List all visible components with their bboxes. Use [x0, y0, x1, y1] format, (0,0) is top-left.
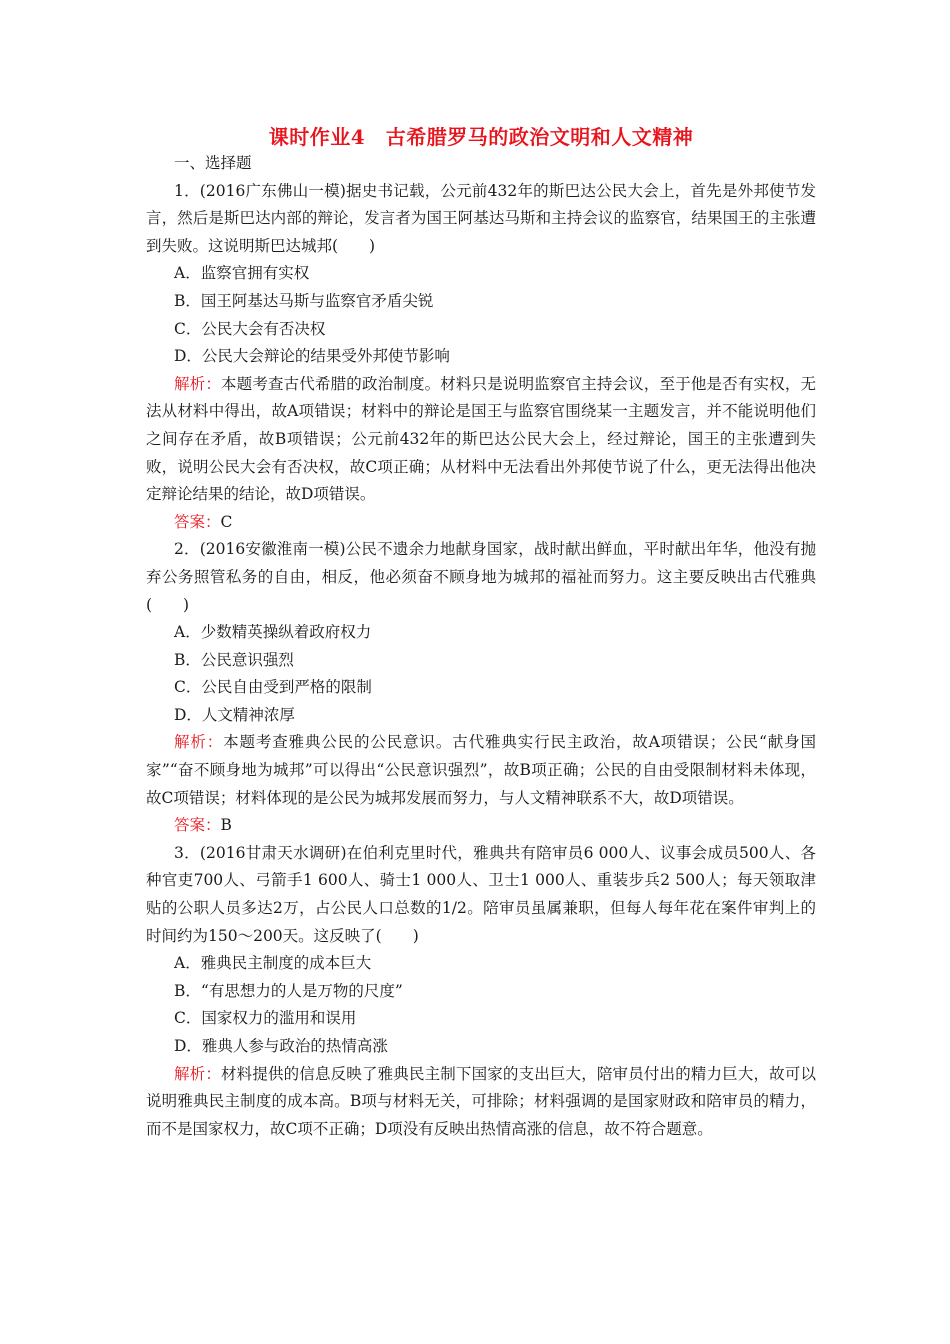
question-2: [146, 536, 816, 840]
analysis-text: 本题考查古代希腊的政治制度。材料只是说明监察官主持会议，至于他是否有实权，无法从材料中得出，故A项错误；材料中的辩论是国王与监察官围绕某一主题发言，并不能说明他们之间存在矛盾，故B项错误；公元前432年的斯巴达公民大会上，经过辩论，国王的主张遭到失败，说明公民大会有否决权，故C项正确；从材料中无法看出外邦使节说了什么，更无法得出他决定辩论结果的结论，故D项错误。: [146, 374, 816, 504]
option-d: D．公民大会辩论的结果受外邦使节影响: [174, 347, 450, 366]
page-title: 课时作业4 古希腊罗马的政治文明和人文精神: [268, 125, 694, 149]
analysis-text: 材料提供的信息反映了雅典民主制下国家的支出巨大，陪审员付出的精力巨大，故可以说明雅典民主制度的成本高。B项与材料无关，可排除；材料强调的是国家财政和陪审员的精力，而不是国家权力，故C项不正确；D项没有反映出热情高涨的信息，故不符合题意。: [146, 1064, 816, 1138]
analysis-paragraph: [146, 1061, 816, 1144]
question-stem: 1．(2016广东佛山一模)据史书记载，公元前432年的斯巴达公民大会上，首先是外邦使节发言，然后是斯巴达内部的辩论，发言者为国王阿基达马斯和主持会议的监察官，结果国王的主张遭到失败。这说明斯巴达城邦( ): [146, 181, 816, 255]
answer-value: C: [220, 512, 233, 531]
option-b: B．公民意识强烈: [174, 650, 294, 669]
option-c: C．公民自由受到严格的限制: [174, 678, 372, 697]
answer-label: 答案：: [174, 512, 221, 531]
question-1: [146, 178, 816, 537]
analysis-label: 解析：: [174, 374, 221, 393]
question-3: [146, 840, 816, 1144]
option-d: D．人文精神浓厚: [174, 705, 295, 724]
option-b: B．“有思想力的人是万物的尺度”: [174, 981, 403, 1000]
option-d: D．雅典人参与政治的热情高涨: [174, 1037, 388, 1055]
answer-line: [146, 509, 816, 537]
analysis-paragraph: [146, 729, 816, 812]
question-stem: 2．(2016安徽淮南一模)公民不遗余力地献身国家，战时献出鲜血，平时献出年华，他没有抛弃公务照管私务的自由，相反，他必须奋不顾身地为城邦的福祉而努力。这主要反映出古代雅典( ): [146, 540, 816, 614]
section-heading: 一、选择题: [174, 154, 252, 172]
answer-value: B: [220, 816, 232, 835]
answer-line: [146, 812, 816, 840]
document-page: [146, 122, 816, 1143]
analysis-label: 解析：: [174, 733, 224, 752]
option-c: C．国家权力的滥用和误用: [174, 1009, 357, 1028]
analysis-text: 本题考查雅典公民的公民意识。古代雅典实行民主政治，故A项错误；公民“献身国家”“奋不顾身地为城邦”可以得出“公民意识强烈”，故B项正确；公民的自由受限制材料未体现，故C项错误；材料体现的是公民为城邦发展而努力，与人文精神联系不大，故D项错误。: [146, 733, 816, 807]
analysis-label: 解析：: [174, 1064, 221, 1083]
answer-label: 答案：: [174, 816, 221, 835]
option-a: A．少数精英操纵着政府权力: [174, 623, 372, 642]
option-a: A．监察官拥有实权: [174, 264, 310, 283]
question-stem: 3．(2016甘肃天水调研)在伯利克里时代，雅典共有陪审员6 000人、议事会成员500人、各种官吏700人、弓箭手1 600人、骑士1 000人、卫士1 000人、重装步兵2 500人；每天领取津贴的公职人员多达2万，占公民人口总数的1/2。陪审员虽属兼职，但每人每年花在案件审判上的时间约为150～200天。这反映了( ): [146, 843, 816, 945]
option-c: C．公民大会有否决权: [174, 319, 326, 338]
option-a: A．雅典民主制度的成本巨大: [174, 954, 372, 973]
option-b: B．国王阿基达马斯与监察官矛盾尖锐: [174, 291, 434, 310]
analysis-paragraph: [146, 371, 816, 509]
